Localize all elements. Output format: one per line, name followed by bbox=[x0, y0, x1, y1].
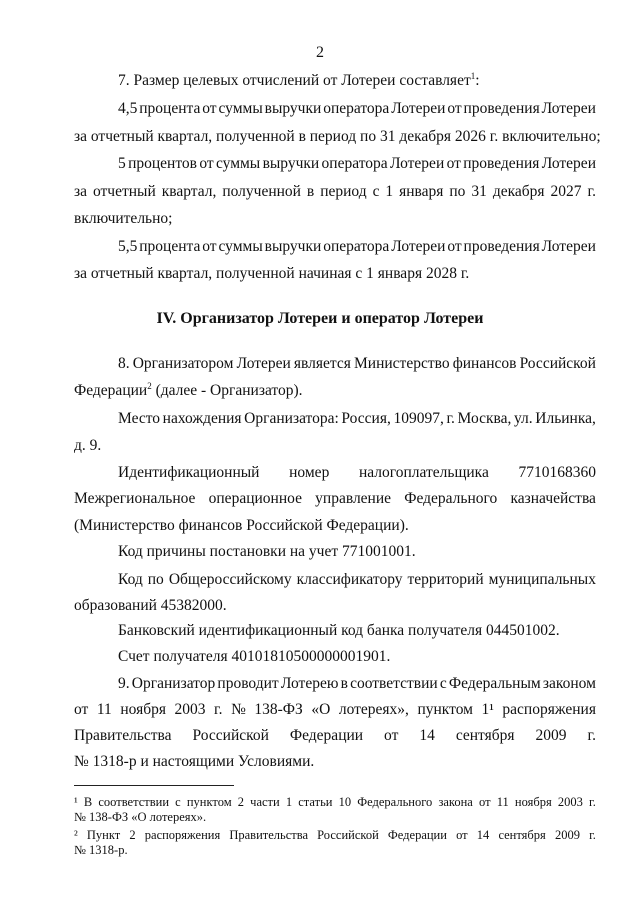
word: Лотереи bbox=[389, 155, 445, 172]
word: Федерации bbox=[387, 828, 447, 842]
word: от bbox=[447, 100, 462, 117]
page-number: 2 bbox=[316, 44, 324, 61]
footnote-2-line1 bbox=[74, 828, 596, 843]
word: выручки bbox=[262, 155, 320, 172]
word: с bbox=[372, 183, 380, 200]
word: г. bbox=[587, 727, 596, 744]
word: Организатором bbox=[132, 355, 234, 372]
word: территорий bbox=[407, 571, 484, 588]
footnote-ref-2[interactable]: 2 bbox=[147, 380, 152, 391]
word: Федерального bbox=[357, 795, 433, 809]
account-line: Счет получателя 40101810500000001901. bbox=[118, 648, 391, 665]
word: по bbox=[147, 571, 164, 588]
footnote-separator bbox=[74, 785, 234, 786]
word: Идентификационный bbox=[118, 464, 260, 481]
word: ул. bbox=[513, 410, 533, 427]
word: 11 bbox=[96, 701, 112, 718]
word: Российской bbox=[317, 828, 379, 842]
word: статьи bbox=[298, 795, 333, 809]
word: Лотереи bbox=[391, 238, 446, 255]
word: Российской bbox=[192, 727, 269, 744]
word: Лотереи bbox=[391, 100, 446, 117]
kpp-line: Код причины постановки на учет 771001001. bbox=[118, 543, 416, 560]
word: г. bbox=[588, 795, 596, 809]
word: суммы bbox=[218, 100, 263, 117]
word: 138-ФЗ bbox=[254, 701, 303, 718]
word: Федерации bbox=[289, 727, 364, 744]
p7-a3-line1 bbox=[118, 238, 596, 256]
word: Федеральным bbox=[448, 675, 541, 692]
word: финансов bbox=[452, 355, 517, 372]
word: пунктом bbox=[417, 701, 473, 718]
word: г. bbox=[214, 701, 223, 718]
word: от bbox=[199, 155, 214, 172]
word: Лотереи bbox=[541, 100, 596, 117]
word: части bbox=[250, 795, 280, 809]
word: период bbox=[320, 183, 367, 200]
word: процента bbox=[139, 238, 201, 255]
word: выручки bbox=[264, 100, 322, 117]
word: 9. bbox=[118, 675, 130, 692]
p9-line1 bbox=[118, 675, 596, 693]
word: от bbox=[74, 701, 89, 718]
word: пунктом bbox=[186, 795, 232, 809]
word: проведения bbox=[463, 238, 540, 255]
word: процентов bbox=[128, 155, 197, 172]
word: оператора bbox=[323, 100, 390, 117]
word: Правительства bbox=[74, 727, 172, 744]
word: от bbox=[479, 795, 491, 809]
word: налогоплательщика bbox=[358, 464, 489, 481]
word: распоряжения bbox=[144, 828, 221, 842]
word: суммы bbox=[218, 238, 263, 255]
word: закона bbox=[438, 795, 473, 809]
word: 2003 bbox=[174, 701, 206, 718]
inn-line1 bbox=[118, 464, 596, 482]
word: законом bbox=[542, 675, 596, 692]
p7-a3-line2: за отчетный квартал, полученной начиная с 1 января 2028 г. bbox=[74, 265, 470, 282]
word: Лотереи bbox=[541, 155, 596, 172]
word: с bbox=[175, 795, 181, 809]
location-line1 bbox=[118, 410, 596, 428]
word: Лотерею bbox=[280, 675, 339, 692]
footnote-2-line2: № 1318-р. bbox=[74, 843, 128, 857]
word: Федерального bbox=[404, 490, 498, 507]
word: отчетный bbox=[92, 183, 156, 200]
footnote-1-line2: № 138-ФЗ «О лотереях». bbox=[74, 810, 207, 824]
word: оператора bbox=[321, 155, 388, 172]
word: управление bbox=[315, 490, 392, 507]
word: № bbox=[231, 701, 246, 718]
word: казначейства bbox=[510, 490, 596, 507]
word: Ильинка, bbox=[535, 410, 596, 427]
word: полученной bbox=[222, 183, 301, 200]
word: Организатор bbox=[131, 675, 216, 692]
p9-line3 bbox=[74, 727, 596, 745]
p9-line4: № 1318-р и настоящими Условиями. bbox=[74, 753, 315, 770]
word: нахождения bbox=[162, 410, 242, 427]
word: 2003 bbox=[557, 795, 583, 809]
p8-line1 bbox=[118, 355, 596, 373]
word: проведения bbox=[463, 100, 540, 117]
word: 109097, bbox=[393, 410, 444, 427]
word: Место bbox=[118, 410, 161, 427]
p7-a1-line2: за отчетный квартал, полученной в период по 31 декабря 2026 г. включительно; bbox=[74, 128, 601, 145]
word: сентября bbox=[455, 727, 515, 744]
word: является bbox=[293, 355, 351, 372]
word: ¹ bbox=[74, 795, 78, 809]
word: 8. bbox=[118, 355, 130, 372]
word: 1 bbox=[385, 183, 394, 200]
word: квартал, bbox=[161, 183, 217, 200]
p9-line2 bbox=[74, 701, 596, 719]
word: распоряжения bbox=[502, 701, 596, 718]
p7-a1-line1 bbox=[118, 100, 596, 118]
p7-text: 7. Размер целевых отчислений от Лотереи составляет bbox=[118, 72, 471, 89]
word: 31 bbox=[471, 183, 487, 200]
word: г. bbox=[446, 410, 455, 427]
word: 2 bbox=[129, 828, 136, 842]
section-heading: IV. Организатор Лотереи и оператор Лотереи bbox=[156, 310, 484, 327]
word: Код bbox=[118, 571, 143, 588]
word: 14 bbox=[476, 828, 490, 842]
word: Москва, bbox=[457, 410, 512, 427]
word: 7710168360 bbox=[518, 464, 596, 481]
inn-line3: (Министерство финансов Российской Федерации). bbox=[74, 517, 409, 534]
word: декабря bbox=[492, 183, 545, 200]
word: номер bbox=[289, 464, 330, 481]
word: 14 bbox=[419, 727, 435, 744]
word: Пункт bbox=[86, 828, 121, 842]
word: от bbox=[446, 155, 461, 172]
word: 2009 bbox=[535, 727, 567, 744]
p7-a2-line2 bbox=[74, 183, 596, 201]
word: января bbox=[399, 183, 444, 200]
word: г. bbox=[587, 183, 596, 200]
word: за bbox=[74, 183, 88, 200]
word: Правительства bbox=[229, 828, 309, 842]
word: оператора bbox=[323, 238, 390, 255]
p7-a2-line1 bbox=[118, 155, 596, 173]
word: от bbox=[456, 828, 468, 842]
word: 5 bbox=[118, 155, 126, 172]
word: соответствии bbox=[98, 795, 170, 809]
word: от bbox=[202, 238, 217, 255]
p8-line2 bbox=[74, 382, 303, 400]
p7-a2-line3: включительно; bbox=[74, 210, 173, 227]
okato-line2: образований 45382000. bbox=[74, 597, 227, 614]
word: с bbox=[439, 675, 447, 692]
word: от bbox=[447, 238, 462, 255]
word: В bbox=[83, 795, 93, 809]
word: ноября bbox=[120, 701, 166, 718]
word: 1 bbox=[285, 795, 293, 809]
word: Общероссийскому bbox=[168, 571, 292, 588]
word: муниципальных bbox=[488, 571, 596, 588]
word: Российской bbox=[519, 355, 596, 372]
word: классификатору bbox=[296, 571, 403, 588]
word: 10 bbox=[338, 795, 352, 809]
p7-line bbox=[118, 72, 480, 90]
word: 5,5 bbox=[118, 238, 138, 255]
word: от bbox=[384, 727, 399, 744]
p8-organizer-def: (далее - Организатор). bbox=[151, 382, 303, 399]
p8-federation: Федерации bbox=[74, 382, 148, 399]
word: проводит bbox=[217, 675, 279, 692]
word: в bbox=[340, 675, 348, 692]
word: 11 bbox=[496, 795, 509, 809]
okato-line1 bbox=[118, 571, 596, 589]
p7-colon: : bbox=[475, 72, 480, 89]
location-line2: д. 9. bbox=[74, 437, 102, 454]
word: процента bbox=[139, 100, 201, 117]
word: 4,5 bbox=[118, 100, 138, 117]
word: выручки bbox=[264, 238, 322, 255]
word: 1¹ bbox=[481, 701, 494, 718]
word: соответствии bbox=[350, 675, 438, 692]
word: операционное bbox=[208, 490, 302, 507]
word: «О bbox=[311, 701, 331, 718]
footnote-1-line1 bbox=[74, 795, 596, 810]
word: от bbox=[202, 100, 217, 117]
inn-line2 bbox=[74, 490, 596, 508]
word: проведения bbox=[463, 155, 540, 172]
word: Межрегиональное bbox=[74, 490, 196, 507]
word: сентября bbox=[498, 828, 546, 842]
word: лотереях», bbox=[338, 701, 409, 718]
word: по bbox=[449, 183, 466, 200]
word: в bbox=[306, 183, 315, 200]
word: 2027 bbox=[550, 183, 582, 200]
word: г. bbox=[589, 828, 596, 842]
word: Министерство bbox=[354, 355, 450, 372]
bik-line: Банковский идентификационный код банка получателя 044501002. bbox=[118, 622, 560, 639]
word: Организатора: bbox=[244, 410, 339, 427]
word: Россия, bbox=[341, 410, 391, 427]
footnote-ref-1[interactable]: 1 bbox=[470, 70, 476, 81]
word: 2009 bbox=[554, 828, 580, 842]
word: Лотереи bbox=[541, 238, 596, 255]
word: ноября bbox=[514, 795, 552, 809]
word: суммы bbox=[215, 155, 261, 172]
word: 2 bbox=[237, 795, 245, 809]
word: ² bbox=[74, 828, 78, 842]
word: Лотереи bbox=[236, 355, 291, 372]
